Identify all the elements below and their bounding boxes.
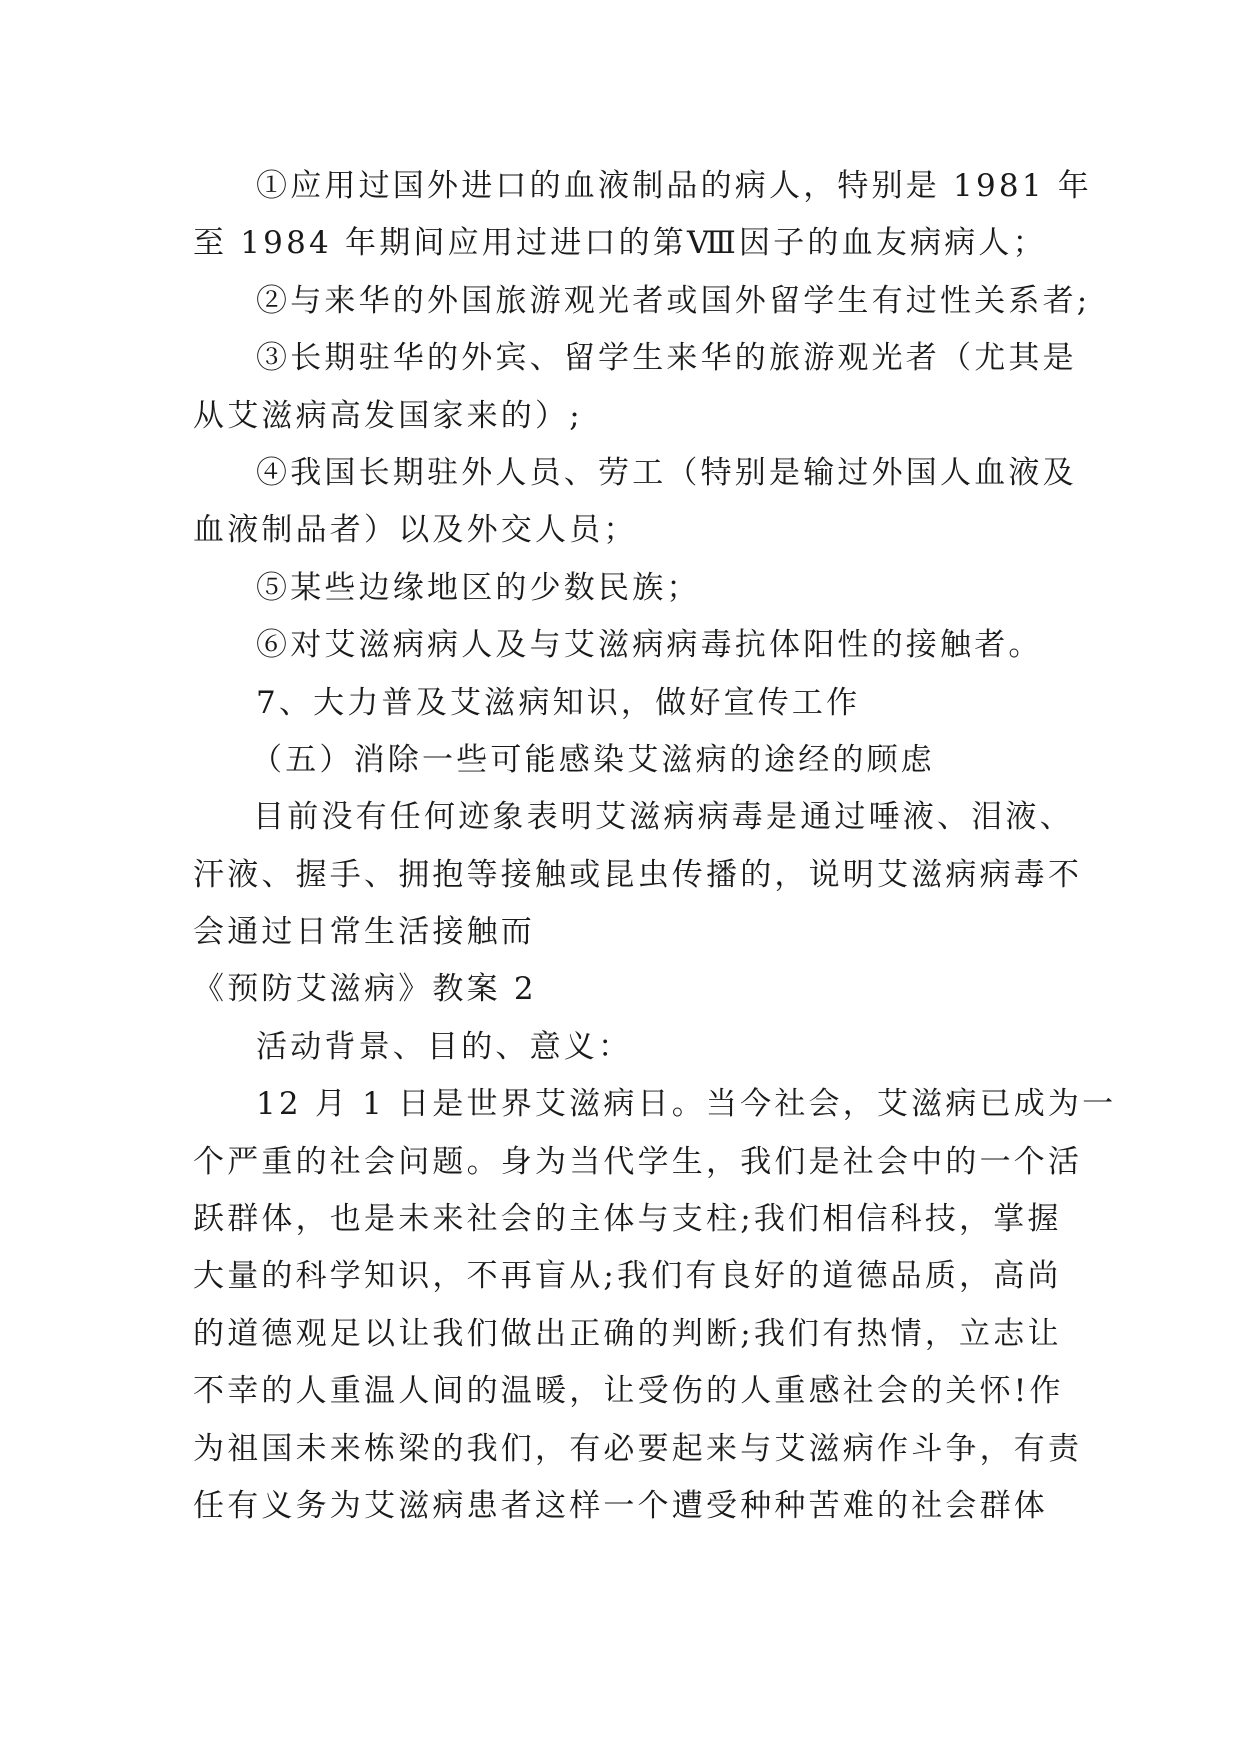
paragraph-line: 会通过日常生活接触而 (193, 914, 535, 951)
paragraph-line: ④我国长期驻外人员、劳工（特别是输过外国人血液及 (256, 454, 1077, 491)
document-body (193, 158, 1117, 1535)
paragraph-line: 任有义务为艾滋病患者这样一个遭受种种苦难的社会群体 (193, 1487, 1048, 1524)
paragraph-line: ③长期驻华的外宾、留学生来华的旅游观光者（尤其是 (256, 340, 1077, 377)
paragraph-line: ⑥对艾滋病病人及与艾滋病病毒抗体阳性的接触者。 (256, 627, 1043, 664)
paragraph-line: 从艾滋病高发国家来的）; (193, 397, 583, 434)
paragraph-line: ⑤某些边缘地区的少数民族； (256, 569, 701, 606)
paragraph-line: ①应用过国外进口的血液制品的病人，特别是 1981 年 (256, 168, 1092, 204)
paragraph-line: ②与来华的外国旅游观光者或国外留学生有过性关系者; (256, 282, 1091, 319)
paragraph-line: 12 月 1 日是世界艾滋病日。当今社会，艾滋病已成为一 (256, 1086, 1117, 1123)
paragraph-line: 跃群体，也是未来社会的主体与支柱;我们相信科技，掌握 (193, 1201, 1062, 1238)
paragraph-line: 不幸的人重温人间的温暖，让受伤的人重感社会的关怀!作 (193, 1373, 1064, 1410)
paragraph-line: 为祖国未来栋梁的我们，有必要起来与艾滋病作斗争，有责 (193, 1430, 1083, 1467)
section-heading: 活动背景、目的、意义： (256, 1028, 633, 1065)
paragraph-line: 汗液、握手、拥抱等接触或昆虫传播的，说明艾滋病病毒不 (193, 856, 1083, 893)
paragraph-line: 的道德观足以让我们做出正确的判断;我们有热情，立志让 (193, 1315, 1062, 1352)
section-heading: （五）消除一些可能感染艾滋病的途经的顾虑 (251, 741, 935, 778)
paragraph-line: 血液制品者）以及外交人员； (193, 512, 638, 549)
section-heading: 7、大力普及艾滋病知识，做好宣传工作 (256, 684, 861, 721)
paragraph-line: 目前没有任何迹象表明艾滋病病毒是通过唾液、泪液、 (253, 799, 1074, 836)
paragraph-line: 个严重的社会问题。身为当代学生，我们是社会中的一个活 (193, 1143, 1083, 1180)
paragraph-line: 大量的科学知识，不再盲从;我们有良好的道德品质，高尚 (193, 1258, 1062, 1295)
paragraph-line: 至 1984 年期间应用过进口的第Ⅷ因子的血友病病人； (193, 225, 1047, 262)
document-title: 《预防艾滋病》教案 2 (193, 971, 537, 1008)
